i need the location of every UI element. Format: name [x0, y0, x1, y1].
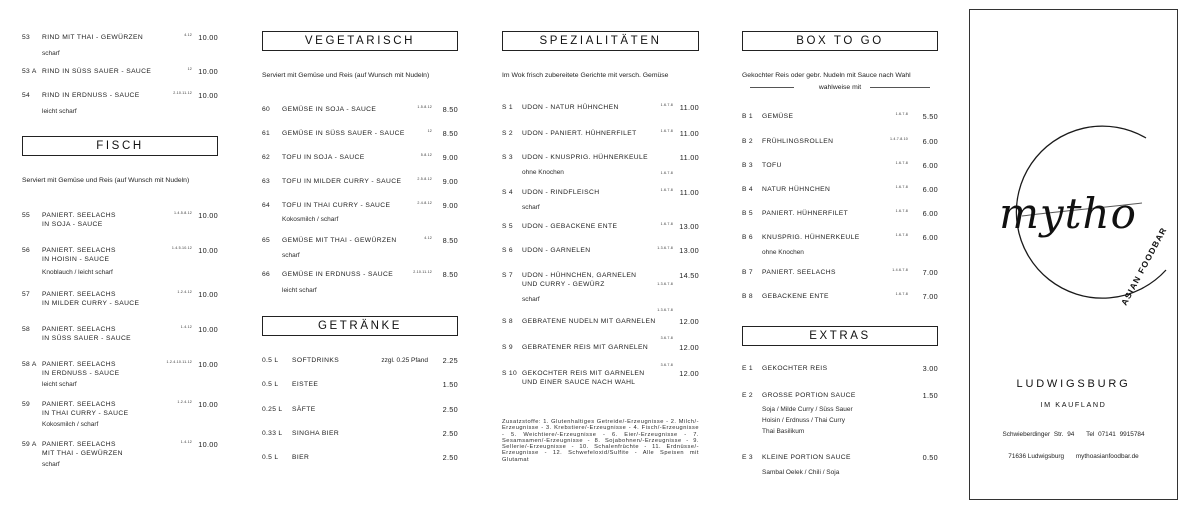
- item-number: S 4: [502, 189, 513, 196]
- item-number: 56: [22, 247, 31, 254]
- item-allergens: 1.6.7.8: [895, 209, 908, 213]
- item-number: B 2: [742, 138, 753, 145]
- item-allergens: 1.4.5.10.12: [171, 246, 192, 250]
- item-name: RIND IN SÜSS SAUER - SAUCE: [42, 68, 152, 75]
- item-name: FRÜHLINGSROLLEN: [762, 138, 834, 145]
- item-allergens: 1.5.8.12: [417, 105, 432, 109]
- section-intro-vegetarisch: Serviert mit Gemüse und Reis (auf Wunsch mit Nudeln): [262, 72, 430, 79]
- item-note: scharf: [522, 204, 540, 211]
- item-price: 12.00: [679, 369, 699, 378]
- drink-size: 0.5 L: [262, 454, 279, 461]
- item-number: B 4: [742, 186, 753, 193]
- item-price: 10.00: [198, 400, 218, 409]
- item-price: 11.00: [679, 103, 699, 112]
- item-name: GEMÜSE IN SÜSS SAUER - SAUCE: [282, 130, 405, 137]
- item-number: B 1: [742, 113, 753, 120]
- item-name: RIND MIT THAI - GEWÜRZEN: [42, 34, 144, 41]
- item-price: 10.00: [198, 360, 218, 369]
- drink-price: 2.50: [442, 429, 458, 438]
- item-note: scharf: [42, 50, 60, 57]
- item-number: 55: [22, 212, 31, 219]
- brand-contact: [970, 453, 1177, 460]
- item-number: 59 A: [22, 441, 37, 448]
- menu-column-1: [22, 0, 218, 509]
- item-number: 53: [22, 34, 31, 41]
- item-allergens: 1.6.7.8: [895, 185, 908, 189]
- item-number: B 5: [742, 210, 753, 217]
- item-price: 13.00: [679, 246, 699, 255]
- item-allergens: 1.4.5.8.12: [174, 211, 192, 215]
- drink-name: SOFTDRINKS: [292, 357, 340, 364]
- section-intro-divider: [742, 83, 938, 92]
- item-name: PANIERT. SEELACHS IN SOJA - SAUCE: [42, 212, 116, 228]
- item-number: E 3: [742, 454, 753, 461]
- item-allergens: 1.2.4.12: [177, 290, 192, 294]
- item-price: 7.00: [922, 268, 938, 277]
- item-price: 10.00: [198, 33, 218, 42]
- item-price: 10.00: [198, 290, 218, 299]
- item-name: UDON - PANIERT. HÜHNERFILET: [522, 130, 637, 137]
- drink-size: 0.33 L: [262, 430, 283, 437]
- item-allergens: 1.3.6.7.8: [657, 308, 673, 312]
- item-note: Hoisin / Erdnuss / Thai Curry: [762, 417, 845, 424]
- item-price: 11.00: [679, 129, 699, 138]
- section-intro-fisch: Serviert mit Gemüse und Reis (auf Wunsch mit Nudeln): [22, 177, 190, 184]
- item-price: 0.50: [922, 453, 938, 462]
- section-header-extras: EXTRAS: [742, 326, 938, 346]
- brand-phone: Tel 07141 9915784: [1086, 431, 1145, 438]
- item-number: S 3: [502, 154, 513, 161]
- item-name: UDON - KNUSPRIG. HÜHNERKEULE: [522, 154, 649, 161]
- section-intro-box: Gekochter Reis oder gebr. Nudeln mit Sauce nach Wahl: [742, 72, 911, 79]
- item-number: S 9: [502, 344, 513, 351]
- item-name: GEBRATENE NUDELN MIT GARNELEN: [522, 318, 656, 325]
- item-price: 10.00: [198, 325, 218, 334]
- item-number: 53 A: [22, 68, 37, 75]
- item-number: 61: [262, 130, 271, 137]
- drink-name: EISTEE: [292, 381, 319, 388]
- item-name: PANIERT. SEELACHS IN SÜSS SAUER - SAUCE: [42, 326, 132, 342]
- item-price: 6.00: [922, 161, 938, 170]
- item-name: TOFU: [762, 162, 782, 169]
- item-price: 6.00: [922, 209, 938, 218]
- item-number: 64: [262, 202, 271, 209]
- item-allergens: 1.4.7.8.10: [890, 137, 908, 141]
- brand-zip-city: 71636 Ludwigsburg: [1008, 453, 1065, 460]
- item-allergens: 4.12: [184, 33, 192, 37]
- section-header-box-to-go: BOX TO GO: [742, 31, 938, 51]
- item-note: Sambal Oelek / Chili / Soja: [762, 469, 840, 476]
- item-price: 6.00: [922, 185, 938, 194]
- item-number: B 3: [742, 162, 753, 169]
- item-price: 6.00: [922, 233, 938, 242]
- item-number: S 10: [502, 370, 517, 377]
- item-number: S 1: [502, 104, 513, 111]
- item-allergens: 1.6.7.8: [660, 129, 673, 133]
- item-allergens: 1.6.7.8: [660, 171, 673, 175]
- item-note: scharf: [522, 296, 540, 303]
- drink-deposit: zzgl. 0.25 Pfand: [381, 357, 428, 364]
- item-allergens: 1.2.4.10.11.12: [166, 360, 192, 364]
- item-name: GEMÜSE MIT THAI - GEWÜRZEN: [282, 237, 397, 244]
- item-name: TOFU IN THAI CURRY - SAUCE: [282, 202, 391, 209]
- item-number: S 7: [502, 272, 513, 279]
- item-price: 9.00: [442, 177, 458, 186]
- item-price: 11.00: [679, 153, 699, 162]
- item-number: 63: [262, 178, 271, 185]
- item-allergens: 1.4.12: [180, 325, 192, 329]
- item-allergens: 2.10.11.12: [173, 91, 192, 95]
- item-name: UDON - RINDFLEISCH: [522, 189, 600, 196]
- brand-street: Schwieberdinger Str. 94: [1002, 431, 1075, 438]
- item-number: 54: [22, 92, 31, 99]
- item-allergens: 1.4.6.7.8: [892, 268, 908, 272]
- item-allergens: 12: [427, 129, 432, 133]
- item-allergens: 3.6.7.8: [660, 336, 673, 340]
- item-allergens: 12: [187, 67, 192, 71]
- item-number: E 2: [742, 392, 753, 399]
- item-number: 58 A: [22, 361, 37, 368]
- item-note: Soja / Milde Curry / Süss Sauer: [762, 406, 853, 413]
- item-number: B 8: [742, 293, 753, 300]
- item-allergens: 2.10.11.12: [413, 270, 432, 274]
- section-intro-spezialitaeten: Im Wok frisch zubereitete Gerichte mit versch. Gemüse: [502, 72, 669, 79]
- item-name: GEMÜSE IN SOJA - SAUCE: [282, 106, 377, 113]
- brand-website[interactable]: mythoasianfoodbar.de: [1075, 453, 1139, 460]
- item-price: 8.50: [442, 105, 458, 114]
- logo-subtitle: ASIAN FOODBAR: [1118, 225, 1169, 307]
- item-allergens: 1.3.6.7.8: [657, 246, 673, 250]
- item-note: Kokosmilch / scharf: [282, 216, 339, 223]
- section-header-vegetarisch: VEGETARISCH: [262, 31, 458, 51]
- drink-name: SINGHA BIER: [292, 430, 340, 437]
- item-allergens: 5.8.12: [420, 153, 432, 157]
- item-allergens: 1.6.7.8: [660, 103, 673, 107]
- item-price: 1.50: [922, 391, 938, 400]
- item-number: 60: [262, 106, 271, 113]
- brand-address: [970, 431, 1177, 438]
- item-number: S 5: [502, 223, 513, 230]
- drink-size: 0.25 L: [262, 406, 283, 413]
- item-name: GROSSE PORTION SAUCE: [762, 392, 856, 399]
- item-allergens: 3.6.7.8: [660, 363, 673, 367]
- item-number: S 6: [502, 247, 513, 254]
- item-name: UDON - HÜHNCHEN, GARNELEN UND CURRY - GEWÜRZ: [522, 272, 637, 288]
- item-number: 57: [22, 291, 31, 298]
- item-price: 8.50: [442, 129, 458, 138]
- item-name: GEBACKENE ENTE: [762, 293, 829, 300]
- item-note: leicht scharf: [42, 381, 77, 388]
- brand-location: IM KAUFLAND: [1040, 400, 1107, 409]
- item-number: B 7: [742, 269, 753, 276]
- item-allergens: 1.6.7.8: [660, 222, 673, 226]
- section-header-spezialitaeten: SPEZIALITÄTEN: [502, 31, 699, 51]
- item-number: 58: [22, 326, 31, 333]
- item-price: 10.00: [198, 440, 218, 449]
- item-note: leicht scharf: [42, 108, 77, 115]
- item-allergens: 2.4.8.12: [417, 201, 432, 205]
- item-name: GEKOCHTER REIS MIT GARNELEN UND EINER SAUCE NACH WAHL: [522, 370, 645, 386]
- section-header-getraenke: GETRÄNKE: [262, 316, 458, 336]
- mytho-logo: [970, 10, 1179, 310]
- item-number: 62: [262, 154, 271, 161]
- item-allergens: 1.4.12: [180, 440, 192, 444]
- additives-legend: Zusatzstoffe: 1. Glutenhaltiges Getreide/-Erzeugnisse - 2. Milch/-Erzeugnisse - 3. Krebstiere/-Erzeugnisse - 4. Fisch/-Erzeugnisse - 5. Weichtiere/-Erzeugnisse - 6. Eier/-Erzeugnisse - 7. Sesamsamen/-Erzeugnisse - 8. Sojabohnen/-Erzeugnisse - 9. Sellerie/-Erzeugnisse - 10. Schalenfrüchte - 11. Erdnüsse/-Erzeugnisse - 12. Schwefeloxid/Sulfite - Alle Speisen mit Glutamat: [502, 419, 699, 463]
- item-name: TOFU IN MILDER CURRY - SAUCE: [282, 178, 402, 185]
- drink-size: 0.5 L: [262, 381, 279, 388]
- drink-price: 1.50: [442, 380, 458, 389]
- item-name: PANIERT. SEELACHS: [762, 269, 836, 276]
- item-name: GEMÜSE: [762, 113, 794, 120]
- item-name: UDON - GEBACKENE ENTE: [522, 223, 618, 230]
- item-price: 10.00: [198, 91, 218, 100]
- item-price: 12.00: [679, 317, 699, 326]
- item-allergens: 2.5.8.12: [417, 177, 432, 181]
- item-name: KLEINE PORTION SAUCE: [762, 454, 851, 461]
- item-note: scharf: [42, 461, 60, 468]
- drink-price: 2.50: [442, 405, 458, 414]
- menu-column-4: [742, 0, 938, 509]
- item-name: NATUR HÜHNCHEN: [762, 186, 831, 193]
- item-note: Kokosmilch / scharf: [42, 421, 99, 428]
- item-allergens: 4.12: [424, 236, 432, 240]
- item-allergens: 1.6.7.8: [895, 161, 908, 165]
- item-name: UDON - NATUR HÜHNCHEN: [522, 104, 619, 111]
- drink-price: 2.25: [442, 356, 458, 365]
- item-price: 13.00: [679, 222, 699, 231]
- item-allergens: 1.6.7.8: [895, 292, 908, 296]
- item-name: GEKOCHTER REIS: [762, 365, 828, 372]
- item-price: 3.00: [922, 364, 938, 373]
- drink-name: SÄFTE: [292, 406, 316, 413]
- item-number: S 8: [502, 318, 513, 325]
- item-name: GEBRATENER REIS MIT GARNELEN: [522, 344, 649, 351]
- item-note: ohne Knochen: [522, 169, 564, 176]
- menu-column-2: [262, 0, 458, 509]
- item-allergens: 1.6.7.8: [895, 233, 908, 237]
- logo-wordmark: mytho: [999, 189, 1137, 238]
- item-number: B 6: [742, 234, 753, 241]
- item-name: TOFU IN SOJA - SAUCE: [282, 154, 365, 161]
- item-name: KNUSPRIG. HÜHNERKEULE: [762, 234, 860, 241]
- item-name: GEMÜSE IN ERDNUSS - SAUCE: [282, 271, 394, 278]
- item-number: S 2: [502, 130, 513, 137]
- item-name: PANIERT. SEELACHS IN HOISIN - SAUCE: [42, 247, 116, 263]
- item-name: UDON - GARNELEN: [522, 247, 591, 254]
- item-price: 10.00: [198, 246, 218, 255]
- item-price: 10.00: [198, 67, 218, 76]
- item-price: 5.50: [922, 112, 938, 121]
- item-note: scharf: [282, 252, 300, 259]
- item-number: 66: [262, 271, 271, 278]
- item-number: E 1: [742, 365, 753, 372]
- item-price: 9.00: [442, 201, 458, 210]
- item-allergens: 1.2.4.12: [177, 400, 192, 404]
- item-note: ohne Knochen: [762, 249, 804, 256]
- menu-column-3: [502, 0, 699, 509]
- item-name: PANIERT. SEELACHS MIT THAI - GEWÜRZEN: [42, 441, 123, 457]
- item-note: leicht scharf: [282, 287, 317, 294]
- item-price: 10.00: [198, 211, 218, 220]
- item-allergens: 1.6.7.8: [895, 112, 908, 116]
- item-number: 65: [262, 237, 271, 244]
- item-price: 9.00: [442, 153, 458, 162]
- item-name: PANIERT. SEELACHS IN ERDNUSS - SAUCE: [42, 361, 120, 377]
- item-price: 11.00: [679, 188, 699, 197]
- item-note: Thai Basilikum: [762, 428, 805, 435]
- item-price: 6.00: [922, 137, 938, 146]
- item-price: 7.00: [922, 292, 938, 301]
- drink-name: BIER: [292, 454, 310, 461]
- section-intro-box-2: wahlweise mit: [818, 84, 862, 91]
- item-price: 12.00: [679, 343, 699, 352]
- item-name: PANIERT. SEELACHS IN MILDER CURRY - SAUCE: [42, 291, 140, 307]
- brand-panel: [969, 9, 1178, 500]
- drink-size: 0.5 L: [262, 357, 279, 364]
- drink-price: 2.50: [442, 453, 458, 462]
- item-allergens: 1.3.6.7.8: [657, 282, 673, 286]
- item-price: 8.50: [442, 236, 458, 245]
- item-name: PANIERT. HÜHNERFILET: [762, 210, 849, 217]
- item-price: 14.50: [679, 271, 699, 280]
- brand-city: LUDWIGSBURG: [1016, 378, 1131, 390]
- item-name: PANIERT. SEELACHS IN THAI CURRY - SAUCE: [42, 401, 129, 417]
- item-name: RIND IN ERDNUSS - SAUCE: [42, 92, 140, 99]
- item-number: 59: [22, 401, 31, 408]
- item-allergens: 1.6.7.8: [660, 188, 673, 192]
- section-header-fisch: FISCH: [22, 136, 218, 156]
- item-note: Knoblauch / leicht scharf: [42, 269, 113, 276]
- item-price: 8.50: [442, 270, 458, 279]
